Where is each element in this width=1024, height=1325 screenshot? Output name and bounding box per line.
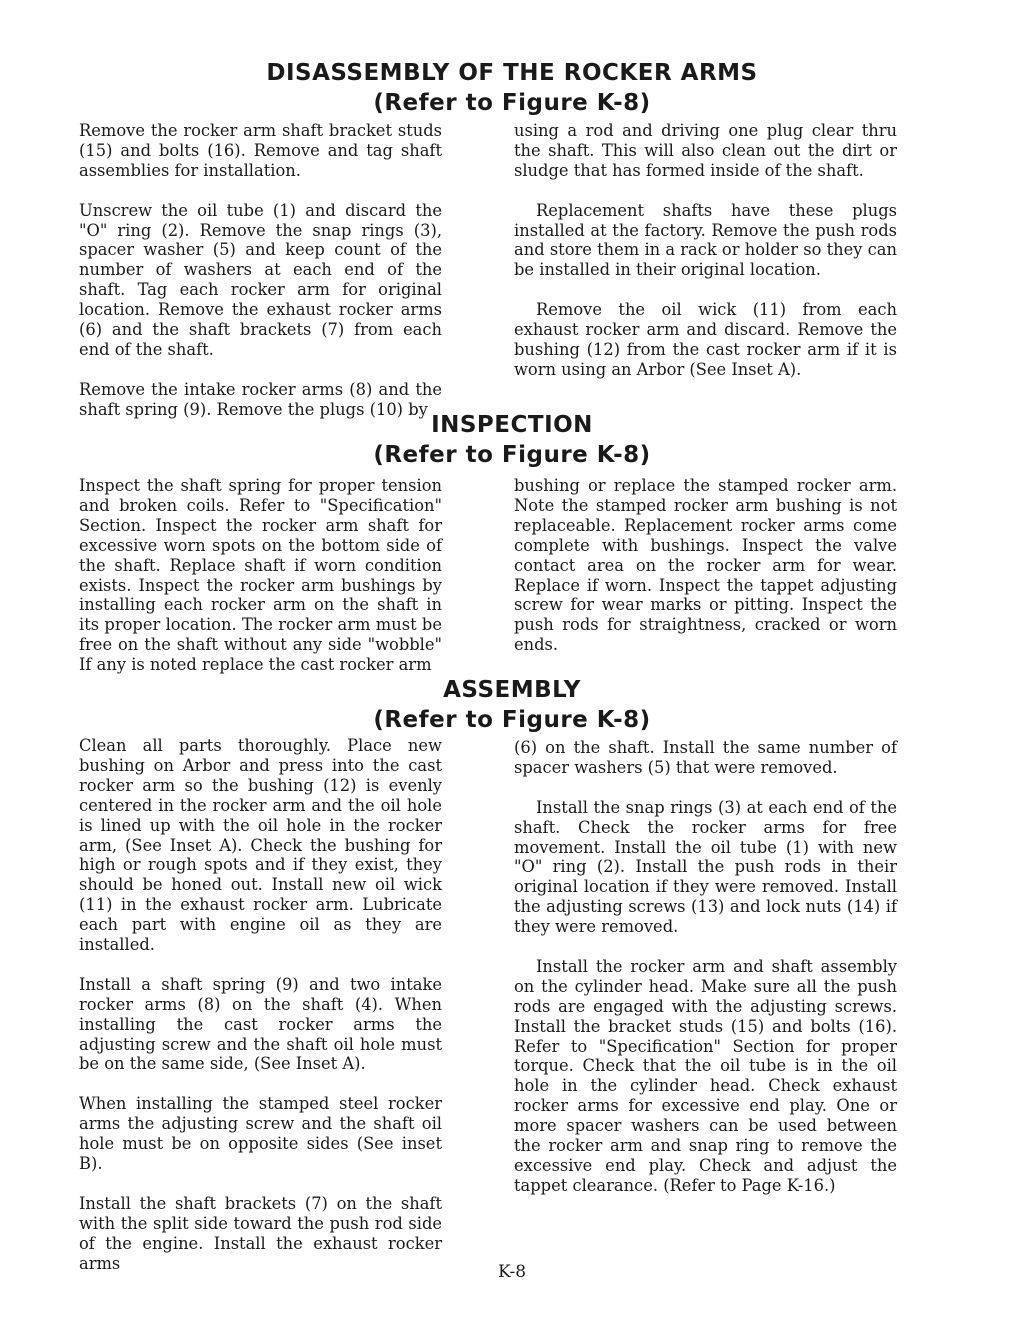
paragraph: Install a shaft spring (9) and two intake rocker arms (8) on the shaft (4). When installing the cast rocker arms the adjusting screw and the shaft oil hole must be on the same side, (See Inset A). — [79, 974, 442, 1074]
paragraph: Install the rocker arm and shaft assembly on the cylinder head. Make sure all the push rods are engaged with the adjusting screws. Install the bracket studs (15) and bolts (16). Refer to "Specification" Section for proper torque. Check that the oil tube is in the oil hole in the cylinder head. Check exhaust rocker arms for excessive end play. One or more spacer washers can be used between the rocker arm and snap ring to remove the excessive end play. Check and adjust the tappet clearance. (Refer to Page K-16.) — [514, 956, 897, 1195]
inspection-subtitle: (Refer to Figure K-8) — [373, 442, 651, 468]
paragraph: Clean all parts thoroughly. Place new bushing on Arbor and press into the cast rocker arm so the bushing (12) is evenly centered in the rocker arm and the oil hole is lined up with the oil hole in the rocker arm, (See Inset A). Check the bushing for high or rough spots and if they exist, they should be honed out. Install new oil wick (11) in the exhaust rocker arm. Lubricate each part with engine oil as they are installed. — [79, 736, 442, 955]
inspection-heading — [0, 410, 1024, 470]
paragraph: (6) on the shaft. Install the same number of spacer washers (5) that were removed. — [514, 738, 897, 777]
paragraph: Install the shaft brackets (7) on the shaft with the split side toward the push rod side of the engine. Install the exhaust rocker arms — [79, 1193, 442, 1273]
assembly-subtitle: (Refer to Figure K-8) — [373, 707, 651, 733]
paragraph: Remove the intake rocker arms (8) and the shaft spring (9). Remove the plugs (10) by — [79, 379, 442, 419]
assembly-right-column — [514, 738, 897, 1196]
assembly-title: ASSEMBLY — [443, 677, 581, 703]
paragraph: Remove the oil wick (11) from each exhaust rocker arm and discard. Remove the bushing (12) from the cast rocker arm if it is worn using an Arbor (See Inset A). — [514, 300, 897, 379]
paragraph: Unscrew the oil tube (1) and discard the "O" ring (2). Remove the snap rings (3), spacer washer (5) and keep count of the number of washers at each end of the shaft. Tag each rocker arm for original location. Remove the exhaust rocker arms (6) and the shaft brackets (7) from each end of the shaft. — [79, 200, 442, 359]
page-number: K-8 — [497, 1262, 527, 1282]
disassembly-left-column — [79, 121, 442, 420]
paragraph: bushing or replace the stamped rocker arm. Note the stamped rocker arm bushing is not replaceable. Replacement rocker arms come complete with bushings. Inspect the valve contact area on the rocker arm for wear. Replace if worn. Inspect the tappet adjusting screw for wear marks or pitting. Inspect the push rods for straightness, cracked or worn ends. — [514, 476, 897, 655]
disassembly-title: DISASSEMBLY OF THE ROCKER ARMS — [266, 60, 758, 86]
paragraph: Replacement shafts have these plugs installed at the factory. Remove the push rods and store them in a rack or holder so they can be installed in their original location. — [514, 200, 897, 280]
disassembly-subtitle: (Refer to Figure K-8) — [373, 90, 651, 116]
paragraph: using a rod and driving one plug clear thru the shaft. This will also clean out the dirt or sludge that has formed inside of the shaft. — [514, 121, 897, 180]
disassembly-heading — [0, 58, 1024, 118]
inspection-right-column — [514, 476, 897, 655]
paragraph: Remove the rocker arm shaft bracket studs (15) and bolts (16). Remove and tag shaft assemblies for installation. — [79, 121, 442, 180]
assembly-heading — [0, 675, 1024, 735]
inspection-left-column — [79, 476, 442, 675]
inspection-title: INSPECTION — [431, 412, 593, 438]
paragraph: Install the snap rings (3) at each end of the shaft. Check the rocker arms for free movement. Install the oil tube (1) with new "O" ring (2). Install the push rods in their original location if they were removed. Install the adjusting screws (13) and lock nuts (14) if they were removed. — [514, 797, 897, 937]
disassembly-right-column — [514, 121, 897, 380]
paragraph: Inspect the shaft spring for proper tension and broken coils. Refer to "Specification" Section. Inspect the rocker arm shaft for excessive worn spots on the bottom side of the shaft. Replace shaft if worn condition exists. Inspect the rocker arm bushings by installing each rocker arm on the shaft in its proper location. The rocker arm must be free on the shaft without any side "wobble" If any is noted replace the cast rocker arm — [79, 476, 442, 675]
paragraph: When installing the stamped steel rocker arms the adjusting screw and the shaft oil hole must be on opposite sides (See inset B). — [79, 1094, 442, 1173]
assembly-left-column — [79, 736, 442, 1273]
